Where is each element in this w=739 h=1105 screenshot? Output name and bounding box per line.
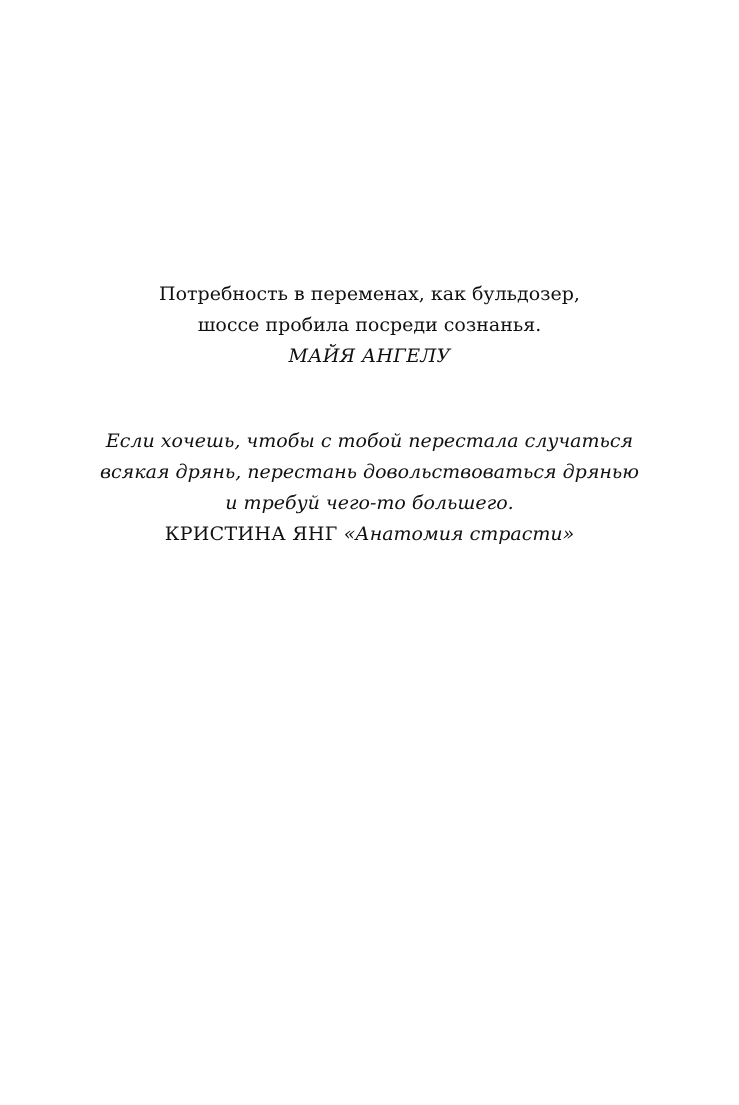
- attribution-author: КРИСТИНА ЯНГ: [164, 523, 338, 545]
- epigraph-line: Потребность в переменах, как бульдозер,: [159, 283, 580, 305]
- epigraph-cristina-yang: [0, 426, 739, 550]
- epigraph-line: Если хочешь, чтобы с тобой перестала случаться: [105, 430, 634, 452]
- epigraph-line: шоссе пробила посреди сознанья.: [197, 314, 542, 336]
- epigraph-attribution: МАЙЯ АНГЕЛУ: [288, 345, 451, 367]
- epigraph-line: и требуй чего-то большего.: [225, 492, 514, 514]
- epigraph-maya-angelou: [0, 279, 739, 372]
- attribution-work-title: «Анатомия страсти»: [343, 523, 575, 545]
- epigraph-attribution: [0, 519, 739, 550]
- epigraph-line: всякая дрянь, перестань довольствоваться дрянью: [99, 461, 640, 483]
